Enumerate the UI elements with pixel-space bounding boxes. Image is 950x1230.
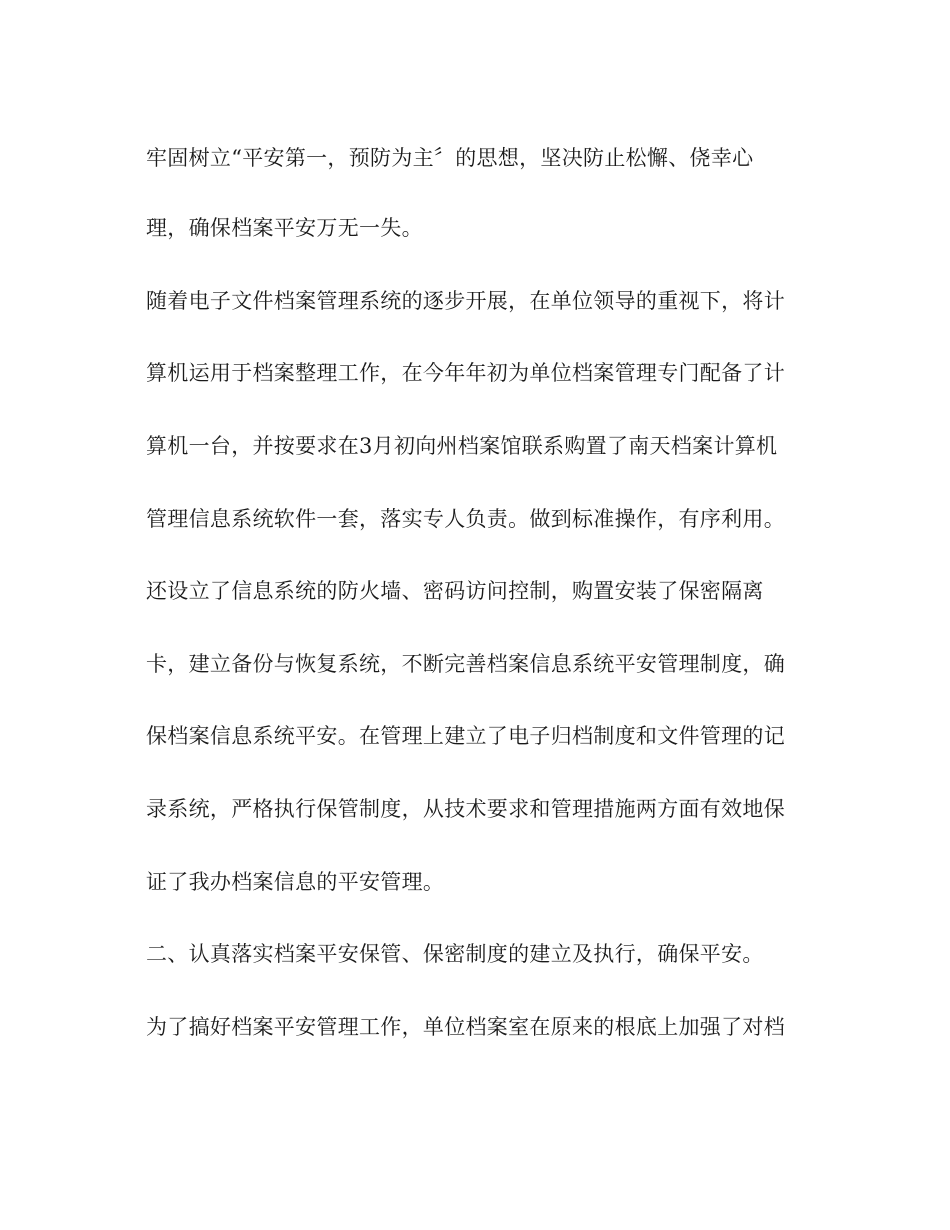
text-line: 为了搞好档案平安管理工作，单位档案室在原来的根底上加强了对档 <box>146 1015 785 1039</box>
text-line: 卡，建立备份与恢复系统，不断完善档案信息系统平安管理制度，确 <box>146 652 785 676</box>
text-line: 随着电子文件档案管理系统的逐步开展，在单位领导的重视下，将计 <box>146 289 785 313</box>
text-line: 保档案信息系统平安。在管理上建立了电子归档制度和文件管理的记 <box>146 724 785 748</box>
text-line: 管理信息系统软件一套，落实专人负责。做到标准操作，有序利用。 <box>146 507 785 531</box>
section-heading: 二、认真落实档案平安保管、保密制度的建立及执行，确保平安。 <box>146 942 764 966</box>
text-line: 牢固树立“平安第一，预防为主〞的思想，坚决防止松懈、侥幸心 <box>146 146 754 170</box>
text-line: 算机一台，并按要求在3月初向州档案馆联系购置了南天档案计算机 <box>146 434 778 458</box>
text-line: 证了我办档案信息的平安管理。 <box>146 870 445 894</box>
text-line: 还设立了信息系统的防火墙、密码访问控制，购置安装了保密隔离 <box>146 579 764 603</box>
text-line: 理，确保档案平安万无一失。 <box>146 216 423 240</box>
text-line: 算机运用于档案整理工作，在今年年初为单位档案管理专门配备了计 <box>146 361 785 385</box>
text-line: 录系统，严格执行保管制度，从技术要求和管理措施两方面有效地保 <box>146 797 785 821</box>
